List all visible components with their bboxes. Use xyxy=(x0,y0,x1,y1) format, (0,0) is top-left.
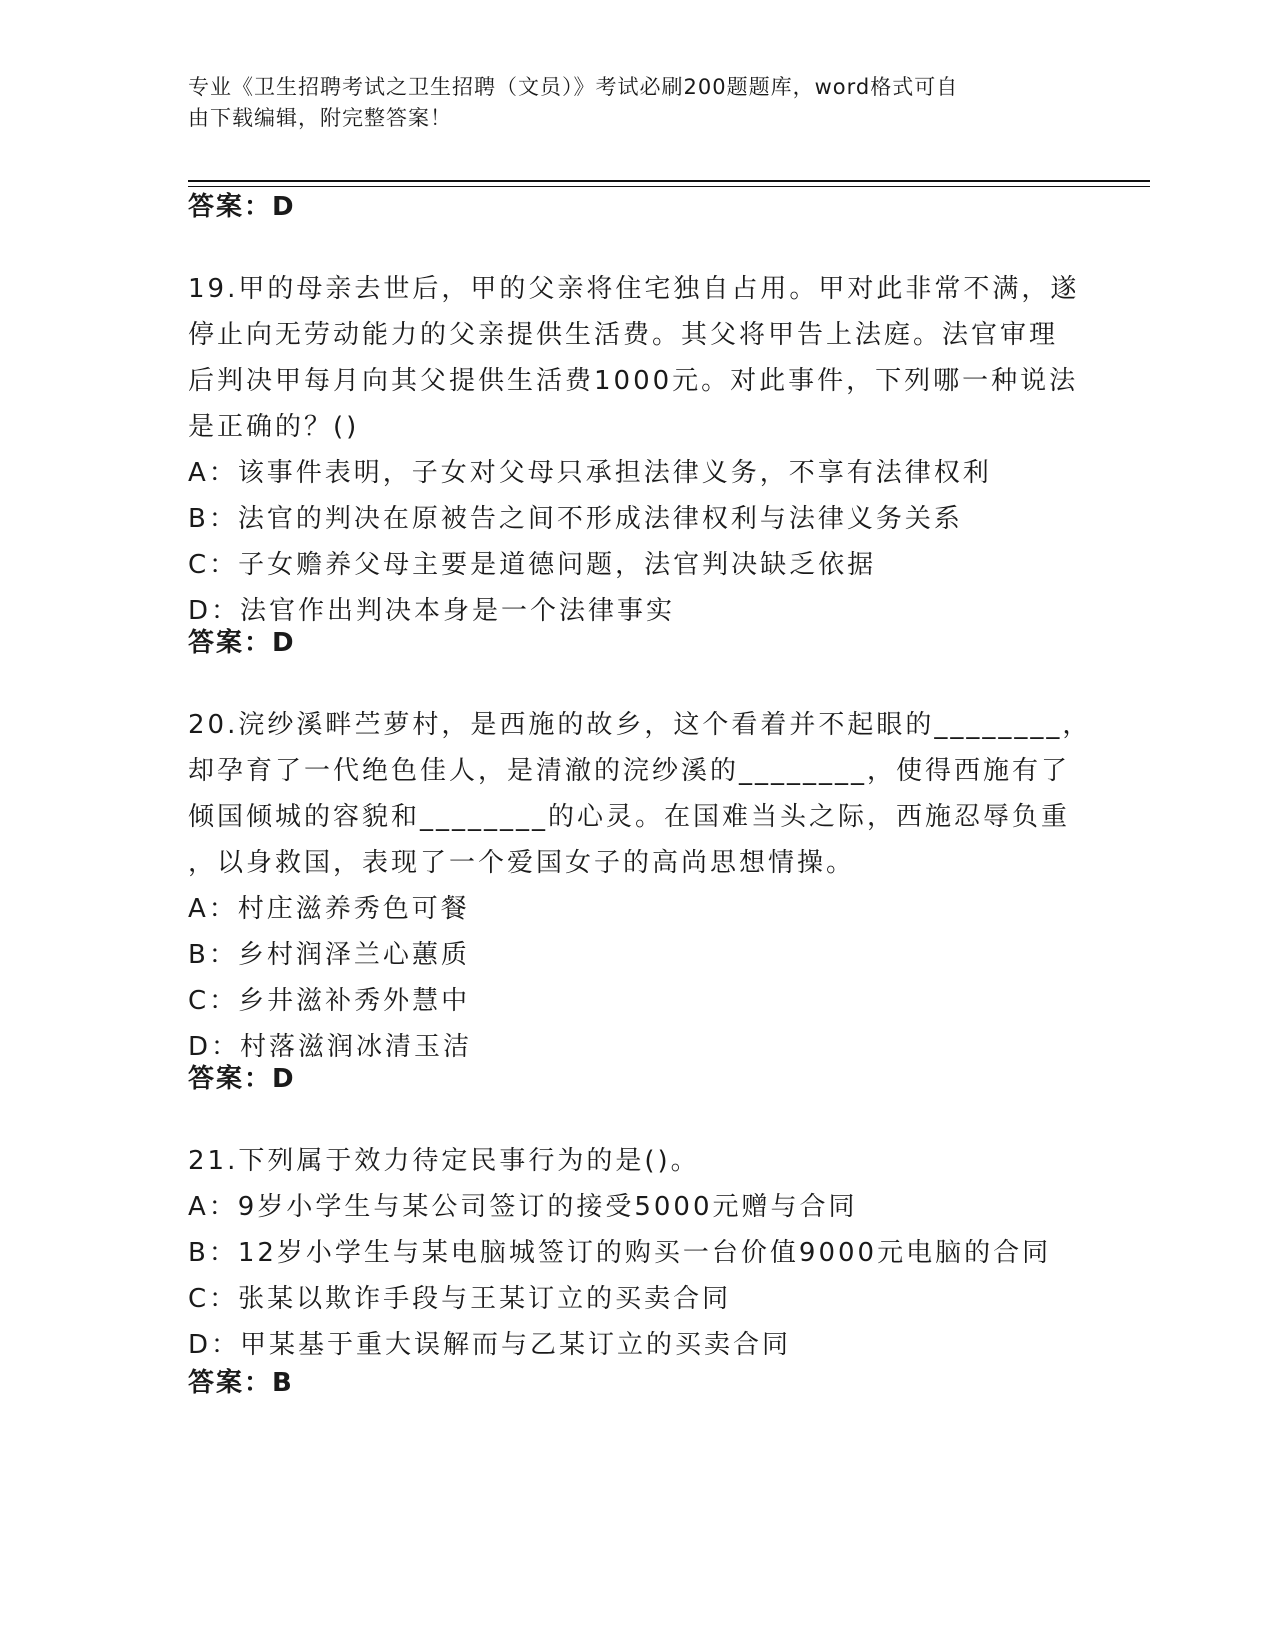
question-text-line: ，以身救国，表现了一个爱国女子的高尚思想情操。 xyxy=(188,848,856,878)
question-text-line: 停止向无劳动能力的父亲提供生活费。其父将甲告上法庭。法官审理 xyxy=(188,320,1059,350)
question-text-line: 倾国倾城的容貌和________的心灵。在国难当头之际，西施忍辱负重 xyxy=(188,802,1071,832)
answer-q21: 答案：B xyxy=(188,1368,294,1398)
option-b: B：法官的判决在原被告之间不形成法律权利与法律义务关系 xyxy=(188,504,963,534)
option-a: A：村庄滋养秀色可餐 xyxy=(188,894,470,924)
option-c: C：乡井滋补秀外慧中 xyxy=(188,986,471,1016)
question-21 xyxy=(188,1138,1088,1368)
option-b: B：12岁小学生与某电脑城签订的购买一台价值9000元电脑的合同 xyxy=(188,1238,1052,1268)
header-line-1: 专业《卫生招聘考试之卫生招聘（文员）》考试必刷200题题库，word格式可自 xyxy=(188,75,959,99)
question-text-line: 却孕育了一代绝色佳人，是清澈的浣纱溪的________，使得西施有了 xyxy=(188,756,1071,786)
question-text-line: 20.浣纱溪畔苎萝村，是西施的故乡，这个看着并不起眼的________， xyxy=(188,710,1092,740)
document-header xyxy=(188,72,1088,134)
header-divider-thin xyxy=(188,186,1150,187)
header-divider-thick xyxy=(188,180,1150,182)
question-text-line: 21.下列属于效力待定民事行为的是()。 xyxy=(188,1146,700,1176)
answer-q19: 答案：D xyxy=(188,628,296,658)
question-text-line: 后判决甲每月向其父提供生活费1000元。对此事件，下列哪一种说法 xyxy=(188,366,1079,396)
question-20 xyxy=(188,702,1092,1070)
option-a: A：该事件表明，子女对父母只承担法律义务，不享有法律权利 xyxy=(188,458,992,488)
option-d: D：法官作出判决本身是一个法律事实 xyxy=(188,596,676,626)
option-d: D：村落滋润冰清玉洁 xyxy=(188,1032,473,1062)
question-19 xyxy=(188,266,1088,634)
answer-q20: 答案：D xyxy=(188,1064,296,1094)
answer-q18: 答案：D xyxy=(188,192,296,222)
option-c: C：张某以欺诈手段与王某订立的买卖合同 xyxy=(188,1284,732,1314)
question-text-line: 是正确的？() xyxy=(188,412,360,442)
option-a: A：9岁小学生与某公司签订的接受5000元赠与合同 xyxy=(188,1192,858,1222)
question-text-line: 19.甲的母亲去世后，甲的父亲将住宅独自占用。甲对此非常不满，遂 xyxy=(188,274,1080,304)
header-line-2: 由下载编辑，附完整答案！ xyxy=(188,106,452,130)
option-b: B：乡村润泽兰心蕙质 xyxy=(188,940,470,970)
option-c: C：子女赡养父母主要是道德问题，法官判决缺乏依据 xyxy=(188,550,877,580)
option-d: D：甲某基于重大误解而与乙某订立的买卖合同 xyxy=(188,1330,792,1360)
